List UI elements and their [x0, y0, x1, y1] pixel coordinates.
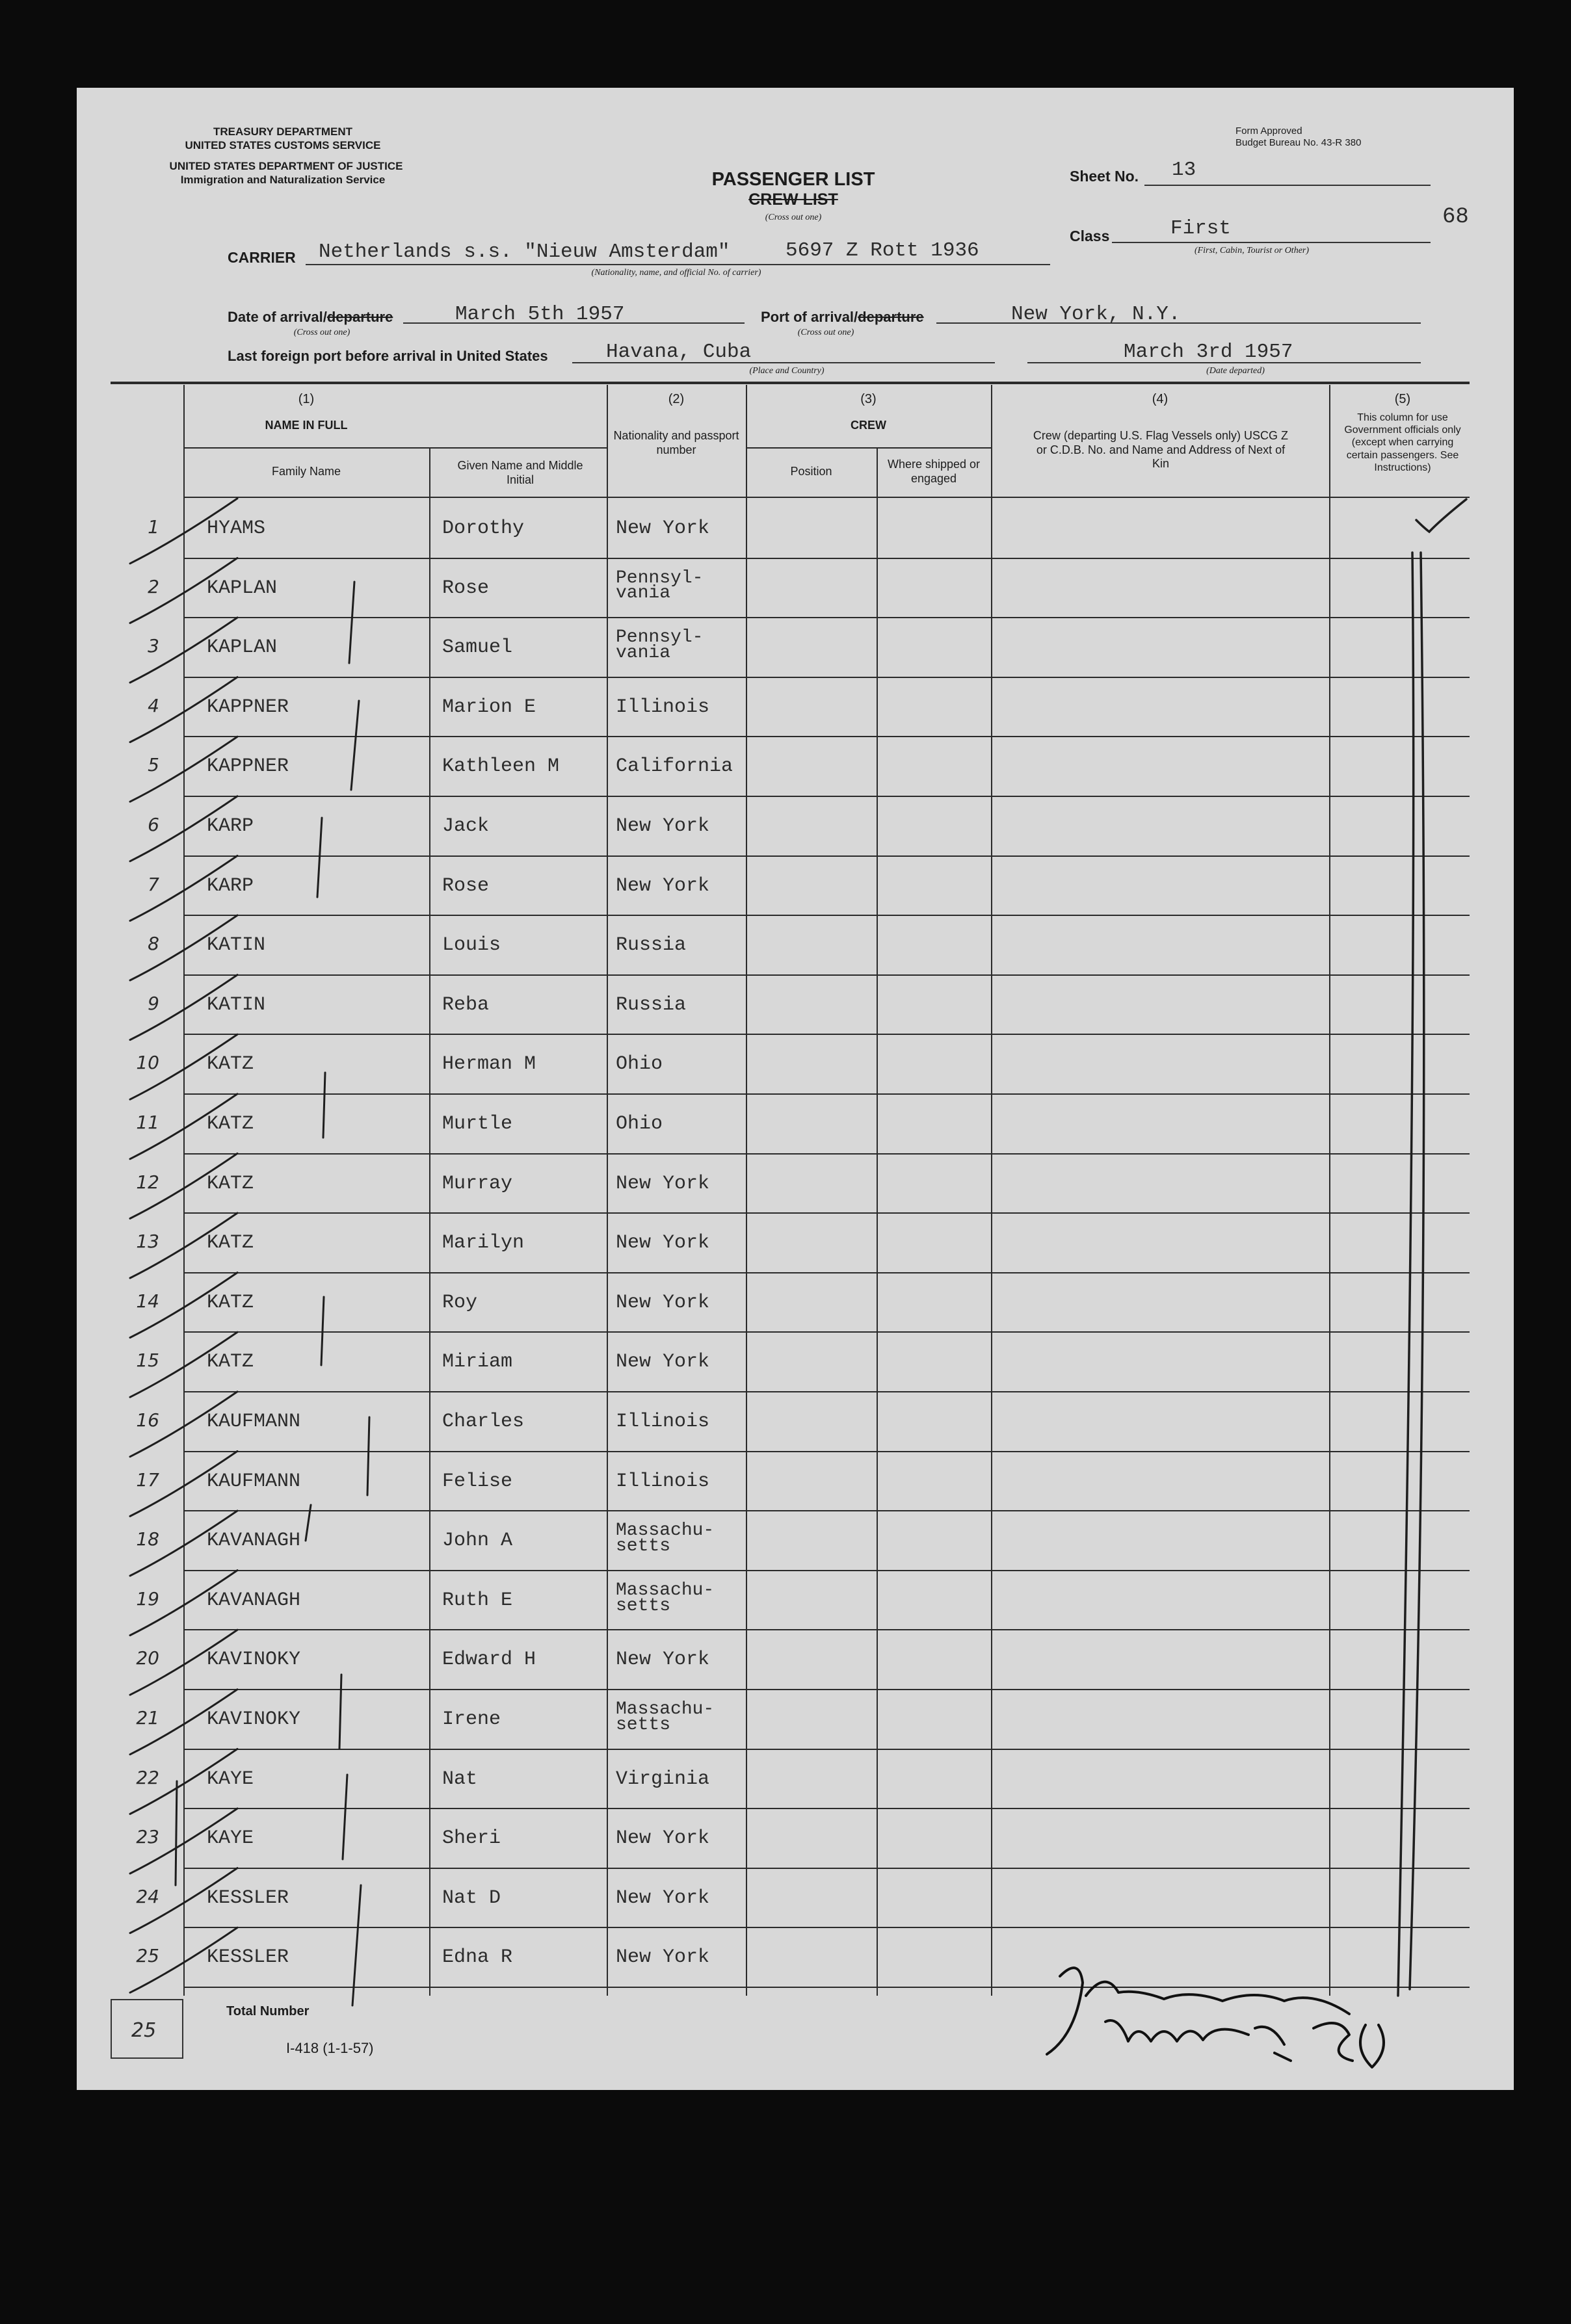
given-name: Charles: [442, 1411, 525, 1433]
class-label: Class: [1070, 228, 1110, 244]
family-name: KAYE: [207, 1827, 254, 1850]
row-number: 12: [136, 1171, 159, 1193]
given-name: Rose: [442, 874, 490, 897]
page-stamp: 68: [1442, 205, 1469, 229]
given-name: Louis: [442, 934, 501, 957]
col3-number: (3): [860, 392, 877, 406]
agency-ins: Immigration and Naturalization Service: [180, 174, 386, 186]
col4-number: (4): [1152, 392, 1168, 406]
row-number: 9: [148, 992, 159, 1014]
row-number: 13: [136, 1231, 159, 1253]
form-code: I-418 (1-1-57): [286, 2040, 374, 2056]
arrival-date: March 5th 1957: [455, 303, 625, 326]
row-tick: [130, 1690, 237, 1755]
nationality: Massachu- setts: [616, 1580, 715, 1616]
title-cross-hint: (Cross out one): [765, 213, 822, 222]
given-name: Felise: [442, 1470, 513, 1493]
row-number: 16: [136, 1409, 159, 1431]
row-tick: [130, 796, 237, 861]
given-name: Samuel: [442, 636, 513, 659]
carrier-value: Netherlands s.s. "Nieuw Amsterdam": [319, 241, 730, 263]
nationality: Massachu- setts: [616, 1521, 715, 1556]
given-name: Ruth E: [442, 1589, 513, 1612]
col-next-of-kin: Crew (departing U.S. Flag Vessels only) USCG Z or C.D.B. No. and Name and Address of Next of Kin: [1033, 429, 1289, 471]
gov-long-line-2: [1410, 553, 1424, 1989]
given-name: Sheri: [442, 1827, 501, 1850]
gov-check-mark: [1416, 499, 1466, 532]
nationality: Pennsyl- vania: [616, 568, 704, 604]
sheet-label: Sheet No.: [1070, 168, 1139, 185]
row-tick: [130, 1571, 237, 1636]
last-foreign-port: Havana, Cuba: [606, 341, 752, 363]
given-name: Reba: [442, 993, 490, 1016]
lastport-hint: (Place and Country): [749, 366, 825, 376]
col-nationality: Nationality and passport number: [613, 429, 739, 456]
family-name: KAVANAGH: [207, 1530, 301, 1552]
given-name: Nat D: [442, 1887, 501, 1909]
col-family-name: Family Name: [271, 465, 341, 478]
sheet-number: 13: [1172, 159, 1196, 181]
row-tick-marks: [130, 499, 237, 1992]
nationality: California: [616, 755, 733, 778]
col-given-name: Given Name and Middle Initial: [457, 459, 583, 486]
row-tick: [130, 1451, 237, 1516]
family-name: KATZ: [207, 1113, 254, 1135]
nationality: New York: [616, 1827, 710, 1850]
col1-number: (1): [298, 392, 315, 406]
row-number: 20: [136, 1647, 159, 1669]
agency-treasury: TREASURY DEPARTMENT: [213, 125, 353, 138]
given-name: Irene: [442, 1708, 501, 1730]
given-name: Roy: [442, 1291, 478, 1314]
nationality: New York: [616, 1887, 710, 1909]
col-gov-use: This column for use Government officials only (except when carrying certain passengers. See Instructions): [1344, 412, 1461, 473]
family-name: KAPPNER: [207, 755, 289, 778]
nationality: Russia: [616, 934, 687, 957]
family-name: KAPLAN: [207, 636, 278, 659]
arrival-port: New York, N.Y.: [1011, 303, 1181, 326]
family-name: KAUFMANN: [207, 1470, 301, 1493]
row-tick: [130, 855, 237, 920]
carrier-label: CARRIER: [228, 249, 296, 266]
row-number: 23: [136, 1826, 159, 1848]
given-name: Dorothy: [442, 517, 525, 540]
row-number: 3: [148, 635, 159, 657]
nationality: Massachu- setts: [616, 1699, 715, 1735]
col-position: Position: [790, 465, 832, 478]
given-name: Marilyn: [442, 1232, 525, 1255]
row-number: 11: [136, 1112, 159, 1133]
family-name: KESSLER: [207, 1946, 289, 1969]
given-name: Kathleen M: [442, 755, 560, 778]
nationality: Ohio: [616, 1113, 663, 1135]
given-name: Edna R: [442, 1946, 513, 1969]
nationality: Virginia: [616, 1768, 710, 1790]
family-name: KATZ: [207, 1232, 254, 1255]
nationality: New York: [616, 1232, 710, 1255]
nationality: Illinois: [616, 1411, 710, 1433]
given-name: Murray: [442, 1172, 513, 1195]
row-tick: [130, 1749, 237, 1814]
total-label: Total Number: [226, 2004, 310, 2018]
date-hint: (Cross out one): [293, 328, 350, 337]
row-tick: [130, 1511, 237, 1576]
given-name: Marion E: [442, 696, 536, 718]
given-name: Herman M: [442, 1053, 536, 1076]
nationality: Russia: [616, 993, 687, 1016]
row-number: 15: [136, 1350, 159, 1372]
row-tick: [130, 1094, 237, 1159]
row-tick: [130, 737, 237, 802]
family-name: KAVANAGH: [207, 1589, 301, 1612]
row-tick: [130, 975, 237, 1040]
row-number: 24: [136, 1885, 159, 1907]
row-tick: [130, 1213, 237, 1278]
row-tick: [130, 1927, 237, 1992]
row-number: 21: [136, 1707, 159, 1729]
col-shipped: Where shipped or engaged: [887, 458, 981, 485]
row-number: 18: [136, 1528, 159, 1550]
family-name: KARP: [207, 874, 254, 897]
col1-title: NAME IN FULL: [265, 419, 348, 432]
nationality: New York: [616, 1172, 710, 1195]
nationality: New York: [616, 517, 710, 540]
given-name: Murtle: [442, 1113, 513, 1135]
row-number: 14: [136, 1290, 159, 1312]
carrier-extra: 5697 Z Rott 1936: [785, 239, 979, 262]
given-name: Edward H: [442, 1649, 536, 1671]
agency-justice: UNITED STATES DEPARTMENT OF JUSTICE: [169, 160, 403, 172]
row-number: 25: [136, 1945, 159, 1967]
given-name: Jack: [442, 815, 490, 837]
family-name: KAPLAN: [207, 577, 278, 599]
total-value: 25: [131, 2019, 157, 2042]
row-number: 6: [148, 814, 159, 835]
list-title: PASSENGER LIST: [711, 169, 875, 190]
col2-number: (2): [668, 392, 685, 406]
class-value: First: [1170, 217, 1232, 240]
row-number: 1: [148, 516, 159, 538]
budget-bureau: Budget Bureau No. 43-R 380: [1235, 137, 1362, 148]
row-tick: [130, 618, 237, 683]
family-name: KATZ: [207, 1172, 254, 1195]
family-name: KATZ: [207, 1053, 254, 1076]
row-tick: [130, 1630, 237, 1695]
family-name: KAPPNER: [207, 696, 289, 718]
family-name: KAYE: [207, 1768, 254, 1790]
row-tick: [130, 1808, 237, 1874]
row-tick: [130, 1868, 237, 1933]
nationality: Pennsyl- vania: [616, 627, 704, 663]
row-tick: [130, 558, 237, 623]
port-label: Port of arrival/departure: [761, 309, 924, 325]
family-name: KATIN: [207, 993, 266, 1016]
family-name: KATZ: [207, 1291, 254, 1314]
lastport-label: Last foreign port before arrival in United States: [228, 348, 548, 364]
given-name: John A: [442, 1530, 513, 1552]
row-number: 10: [136, 1052, 159, 1074]
family-name: HYAMS: [207, 517, 266, 540]
departed-hint: (Date departed): [1206, 366, 1265, 376]
family-name: KAVINOKY: [207, 1708, 301, 1730]
row-tick: [130, 915, 237, 980]
family-name: KAUFMANN: [207, 1411, 301, 1433]
row-tick: [130, 677, 237, 742]
nationality: New York: [616, 1946, 710, 1969]
col5-number: (5): [1394, 392, 1411, 406]
given-name: Rose: [442, 577, 490, 599]
nationality: New York: [616, 1649, 710, 1671]
row-number: 4: [148, 694, 159, 716]
family-name: KAVINOKY: [207, 1649, 301, 1671]
port-hint: (Cross out one): [797, 328, 854, 337]
row-tick: [130, 1332, 237, 1397]
list-title-struck: CREW LIST: [748, 190, 838, 209]
row-tick: [130, 1153, 237, 1218]
family-name: KARP: [207, 815, 254, 837]
row-number: 8: [148, 933, 159, 955]
nationality: Illinois: [616, 1470, 710, 1493]
col-crew: CREW: [851, 419, 886, 432]
row-tick: [130, 1273, 237, 1338]
agency-customs: UNITED STATES CUSTOMS SERVICE: [185, 139, 381, 151]
row-number: 19: [136, 1587, 159, 1610]
family-name: KATZ: [207, 1351, 254, 1374]
form-approved: Form Approved: [1235, 125, 1302, 137]
row-number: 5: [148, 754, 159, 776]
row-number: 17: [136, 1469, 159, 1491]
row-number: 7: [148, 873, 159, 895]
nationality: New York: [616, 1291, 710, 1314]
nationality: New York: [616, 874, 710, 897]
gov-long-line: [1398, 553, 1414, 1996]
signature-mark: [1047, 1968, 1384, 2067]
carrier-hint: (Nationality, name, and official No. of carrier): [591, 268, 761, 278]
date-label: Date of arrival/departure: [228, 309, 393, 325]
family-name: KESSLER: [207, 1887, 289, 1909]
nationality: New York: [616, 1351, 710, 1374]
row-tick: [130, 499, 237, 564]
given-name: Nat: [442, 1768, 478, 1790]
given-name: Miriam: [442, 1351, 513, 1374]
nationality: New York: [616, 815, 710, 837]
row-number: 22: [136, 1766, 159, 1788]
class-hint: (First, Cabin, Tourist or Other): [1194, 246, 1310, 255]
row-tick: [130, 1034, 237, 1099]
nationality: Illinois: [616, 696, 710, 718]
row-number: 2: [148, 575, 159, 597]
family-name: KATIN: [207, 934, 266, 957]
check-marks: [1398, 499, 1466, 1996]
departed-date: March 3rd 1957: [1124, 341, 1293, 363]
nationality: Ohio: [616, 1053, 663, 1076]
row-tick: [130, 1392, 237, 1457]
